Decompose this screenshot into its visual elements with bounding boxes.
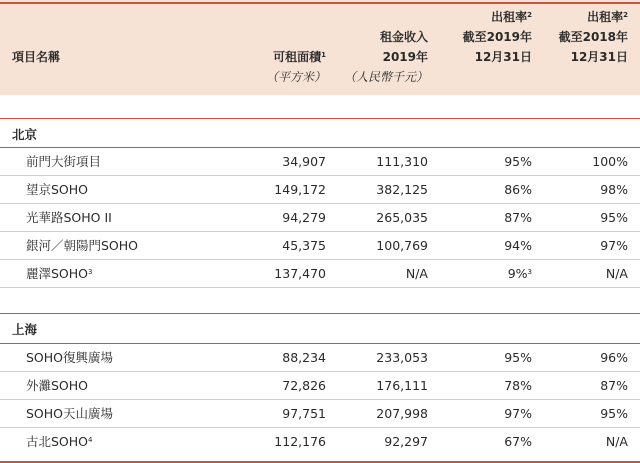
table-row xyxy=(0,372,640,400)
cell-occupancy-2019 xyxy=(504,433,532,451)
header-area-unit: （平方米） xyxy=(265,70,326,84)
cell-occupancy-2019 xyxy=(508,265,532,283)
header-rent-label: 租金收入 xyxy=(379,30,428,44)
section-divider xyxy=(0,313,640,314)
cell-occupancy-2018: 100% xyxy=(592,154,628,169)
table-row xyxy=(0,232,640,260)
project-name: 銀河／朝陽門SOHO xyxy=(26,238,139,253)
cell-name xyxy=(26,405,113,423)
cell-occupancy-2018: 95% xyxy=(600,406,628,421)
cell-occupancy-2019 xyxy=(504,377,532,395)
cell-rent: N/A xyxy=(405,266,428,281)
header-rent xyxy=(344,27,428,87)
cell-occupancy-2018: N/A xyxy=(605,434,628,449)
header-occupancy-2019 xyxy=(463,7,532,67)
table-row xyxy=(0,148,640,176)
table-row xyxy=(0,176,640,204)
cell-rent: 207,998 xyxy=(376,406,428,421)
header-rent-year: 2019年 xyxy=(382,50,428,64)
project-name: SOHO天山廣場 xyxy=(26,406,114,421)
header-area xyxy=(266,47,326,87)
header-occupancy-2018-year: 截至2018年 xyxy=(558,30,628,44)
occupancy-value: 67% xyxy=(504,434,532,449)
cell-occupancy-2019 xyxy=(504,181,532,199)
table-row xyxy=(0,428,640,455)
project-name: 麗澤SOHO xyxy=(26,266,89,281)
header-area-label: 可租面積 xyxy=(273,50,322,64)
cell-name xyxy=(26,433,92,451)
cell-occupancy-2019 xyxy=(504,237,532,255)
cell-area: 94,279 xyxy=(282,210,326,225)
occupancy-value: 78% xyxy=(504,378,532,393)
project-name: 前門大街項目 xyxy=(26,154,102,169)
cell-area: 45,375 xyxy=(282,238,326,253)
cell-rent: 233,053 xyxy=(376,350,428,365)
header-area-footnote: 1 xyxy=(321,51,326,59)
cell-rent: 100,769 xyxy=(376,238,428,253)
footnote-mark: 3 xyxy=(527,268,532,276)
cell-rent: 111,310 xyxy=(376,154,428,169)
header-project-name xyxy=(12,47,60,67)
header-project-name-label: 項目名稱 xyxy=(12,50,61,64)
project-name: 望京SOHO xyxy=(26,182,89,197)
occupancy-value: 9% xyxy=(507,266,528,281)
footnote-mark: 4 xyxy=(88,436,93,444)
cell-occupancy-2018: 98% xyxy=(600,182,628,197)
cell-area: 34,907 xyxy=(282,154,326,169)
cell-area: 149,172 xyxy=(274,182,326,197)
cell-name xyxy=(26,237,138,255)
cell-occupancy-2019 xyxy=(504,209,532,227)
group-title-shanghai: 上海 xyxy=(12,322,38,337)
header-occupancy-2018-date: 12月31日 xyxy=(570,50,628,64)
cell-area: 88,234 xyxy=(282,350,326,365)
project-name: 外灘SOHO xyxy=(26,378,89,393)
project-name: SOHO復興廣場 xyxy=(26,350,114,365)
cell-name xyxy=(26,349,113,367)
cell-rent: 176,111 xyxy=(376,378,428,393)
cell-occupancy-2018: 95% xyxy=(600,210,628,225)
footnote-mark: 3 xyxy=(88,268,93,276)
cell-occupancy-2019 xyxy=(504,153,532,171)
occupancy-value: 86% xyxy=(504,182,532,197)
cell-occupancy-2018: 87% xyxy=(600,378,628,393)
occupancy-value: 95% xyxy=(504,350,532,365)
cell-name xyxy=(26,181,88,199)
table-row xyxy=(0,344,640,372)
cell-name xyxy=(26,209,112,227)
project-name: 古北SOHO xyxy=(26,434,89,449)
group-title-beijing: 北京 xyxy=(12,127,38,142)
header-occupancy-2019-footnote: 2 xyxy=(527,11,532,19)
cell-occupancy-2019 xyxy=(504,349,532,367)
cell-occupancy-2019 xyxy=(504,405,532,423)
top-rule xyxy=(0,2,640,4)
header-occupancy-2018-label: 出租率 xyxy=(587,10,624,24)
cell-occupancy-2018: 97% xyxy=(600,238,628,253)
header-occupancy-2019-label: 出租率 xyxy=(491,10,528,24)
header-occupancy-2019-date: 12月31日 xyxy=(474,50,532,64)
cell-area: 137,470 xyxy=(274,266,326,281)
cell-area: 72,826 xyxy=(282,378,326,393)
occupancy-value: 87% xyxy=(504,210,532,225)
table-row xyxy=(0,400,640,428)
cell-occupancy-2018: N/A xyxy=(605,266,628,281)
cell-rent: 382,125 xyxy=(376,182,428,197)
occupancy-value: 97% xyxy=(504,406,532,421)
project-name: 光華路SOHO II xyxy=(26,210,112,225)
header-occupancy-2018 xyxy=(559,7,628,67)
cell-area: 97,751 xyxy=(282,406,326,421)
table-row xyxy=(0,260,640,288)
section-divider xyxy=(0,118,640,119)
cell-name xyxy=(26,377,88,395)
header-occupancy-2019-year: 截至2019年 xyxy=(462,30,532,44)
cell-rent: 92,297 xyxy=(384,434,428,449)
cell-name xyxy=(26,153,101,171)
cell-occupancy-2018: 96% xyxy=(600,350,628,365)
header-rent-unit: （人民幣千元） xyxy=(343,70,428,84)
occupancy-value: 95% xyxy=(504,154,532,169)
table-row xyxy=(0,204,640,232)
cell-area: 112,176 xyxy=(274,434,326,449)
table-header xyxy=(0,0,640,95)
occupancy-value: 94% xyxy=(504,238,532,253)
cell-name xyxy=(26,265,92,283)
cell-rent: 265,035 xyxy=(376,210,428,225)
header-occupancy-2018-footnote: 2 xyxy=(623,11,628,19)
